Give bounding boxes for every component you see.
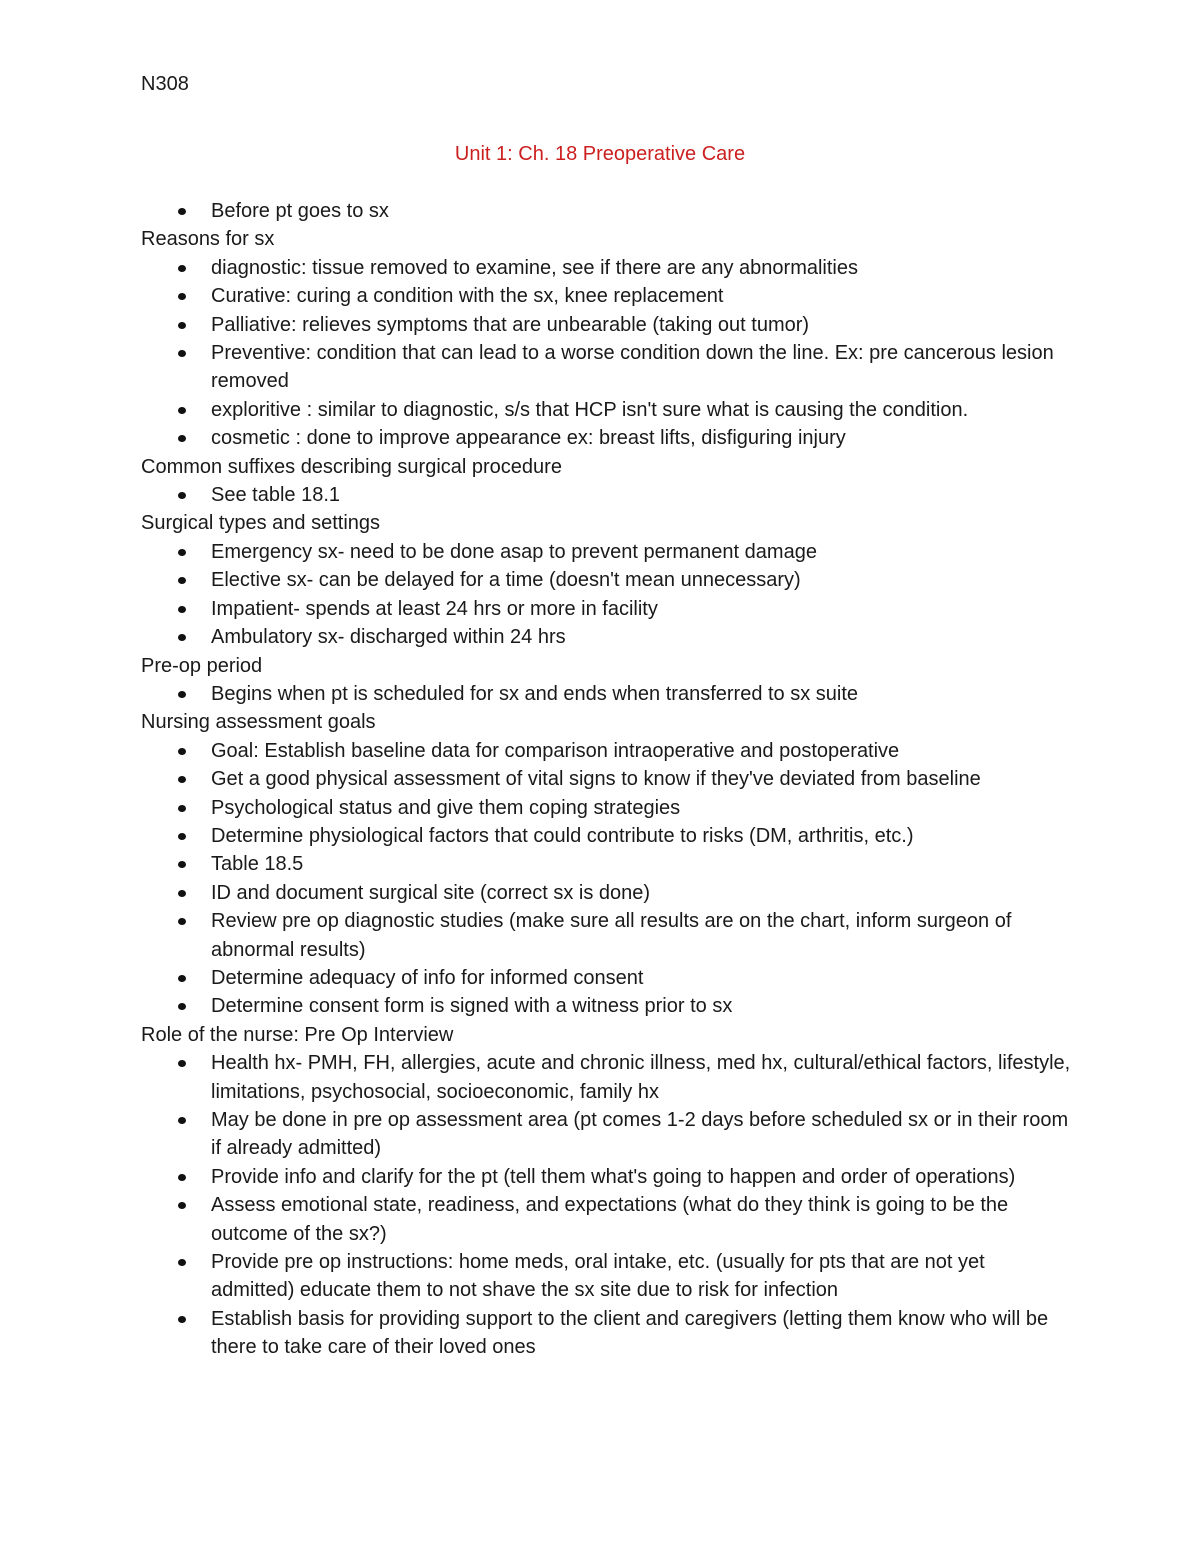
bullet-dot-icon	[178, 1316, 186, 1323]
list-item-text: Establish basis for providing support to the client and caregivers (letting them know who will be there to take care of their loved ones	[211, 1307, 1049, 1359]
list-item	[211, 1305, 1081, 1362]
list-item	[211, 822, 1081, 850]
bullet-dot-icon	[178, 890, 186, 897]
list-item	[211, 879, 1081, 907]
list-item-text: Emergency sx- need to be done asap to prevent permanent damage	[211, 540, 817, 563]
list-item	[211, 311, 1081, 339]
bullet-dot-icon	[178, 265, 186, 272]
list-item-text: Table 18.5	[211, 853, 304, 876]
list-item-text: May be done in pre op assessment area (pt comes 1-2 days before scheduled sx or in their room if already admitted)	[211, 1109, 1069, 1160]
bullet-dot-icon	[178, 350, 186, 357]
list-item-text: cosmetic : done to improve appearance ex: breast lifts, disfiguring injury	[211, 427, 846, 450]
list-item	[211, 680, 1081, 708]
list-item-text: Impatient- spends at least 24 hrs or more in facility	[211, 597, 658, 620]
bullet-dot-icon	[178, 776, 186, 783]
bullet-dot-icon	[178, 1117, 186, 1124]
bullet-dot-icon	[178, 577, 186, 584]
list-item-text: Preventive: condition that can lead to a worse condition down the line. Ex: pre cancerous lesion removed	[211, 342, 1054, 393]
list-item	[211, 424, 1081, 452]
list-item-text: Palliative: relieves symptoms that are unbearable (taking out tumor)	[211, 313, 810, 336]
list-item	[211, 1106, 1081, 1163]
document-body	[141, 197, 1081, 1362]
section-heading: Common suffixes describing surgical procedure	[141, 455, 562, 478]
bullet-dot-icon	[178, 293, 186, 300]
list-item-text: Elective sx- can be delayed for a time (doesn't mean unnecessary)	[211, 569, 801, 592]
list-item-text: Before pt goes to sx	[211, 200, 389, 222]
list-item-text: Review pre op diagnostic studies (make sure all results are on the chart, inform surgeon of abnormal results)	[211, 910, 1012, 961]
list-item-text: Provide pre op instructions: home meds, oral intake, etc. (usually for pts that are not yet admitted) educate them to not shave the sx site due to risk for infection	[211, 1251, 985, 1302]
bullet-dot-icon	[178, 918, 186, 925]
bullet-dot-icon	[178, 492, 186, 499]
bullet-list	[141, 680, 1081, 708]
bullet-dot-icon	[178, 1060, 186, 1067]
section-heading: Nursing assessment goals	[141, 711, 376, 734]
list-item	[211, 339, 1081, 396]
bullet-list	[141, 481, 1081, 509]
bullet-dot-icon	[178, 549, 186, 556]
list-item-text: ID and document surgical site (correct sx is done)	[211, 881, 651, 904]
list-item	[211, 1049, 1081, 1106]
bullet-dot-icon	[178, 833, 186, 840]
bullet-dot-icon	[178, 805, 186, 812]
list-item	[211, 737, 1081, 765]
bullet-list	[141, 737, 1081, 1021]
list-item-text: exploritive : similar to diagnostic, s/s that HCP isn't sure what is causing the condition.	[211, 398, 969, 421]
bullet-list	[141, 197, 1081, 225]
bullet-dot-icon	[178, 1174, 186, 1181]
section-heading: Reasons for sx	[141, 228, 275, 251]
bullet-dot-icon	[178, 748, 186, 755]
bullet-dot-icon	[178, 861, 186, 868]
section-heading: Pre-op period	[141, 654, 263, 677]
list-item-text: Health hx- PMH, FH, allergies, acute and chronic illness, med hx, cultural/ethical factors, lifestyle, limitations, psychosocial, socioeconomic, family hx	[211, 1052, 1071, 1103]
list-item	[211, 481, 1081, 509]
list-item	[211, 992, 1081, 1020]
list-item-text: Psychological status and give them coping strategies	[211, 796, 681, 819]
list-item-text: Assess emotional state, readiness, and expectations (what do they think is going to be the outcome of the sx?)	[211, 1194, 1009, 1245]
list-item-text: Determine adequacy of info for informed consent	[211, 966, 644, 989]
bullet-dot-icon	[178, 407, 186, 414]
list-item	[211, 197, 1081, 225]
list-item	[211, 1163, 1081, 1191]
list-item-text: diagnostic: tissue removed to examine, see if there are any abnormalities	[211, 256, 859, 279]
list-item	[211, 964, 1081, 992]
list-item	[211, 765, 1081, 793]
list-item-text: Provide info and clarify for the pt (tell them what's going to happen and order of operations)	[211, 1165, 1016, 1188]
bullet-dot-icon	[178, 606, 186, 613]
list-item-text: Curative: curing a condition with the sx, knee replacement	[211, 285, 724, 308]
list-item-text: Begins when pt is scheduled for sx and ends when transferred to sx suite	[211, 682, 859, 705]
list-item	[211, 538, 1081, 566]
list-item-text: Goal: Establish baseline data for comparison intraoperative and postoperative	[211, 739, 900, 762]
bullet-dot-icon	[178, 1259, 186, 1266]
list-item-text: Determine physiological factors that could contribute to risks (DM, arthritis, etc.)	[211, 824, 914, 847]
list-item	[211, 794, 1081, 822]
list-item	[211, 282, 1081, 310]
section-heading: Surgical types and settings	[141, 512, 381, 535]
bullet-dot-icon	[178, 975, 186, 982]
list-item-text: Ambulatory sx- discharged within 24 hrs	[211, 626, 566, 649]
list-item	[211, 254, 1081, 282]
list-item	[211, 1248, 1081, 1305]
bullet-dot-icon	[178, 435, 186, 442]
list-item	[211, 907, 1081, 964]
document-title: Unit 1: Ch. 18 Preoperative Care	[454, 143, 746, 165]
bullet-list	[141, 538, 1081, 652]
bullet-dot-icon	[178, 1202, 186, 1209]
bullet-dot-icon	[178, 208, 186, 215]
list-item-text: Determine consent form is signed with a witness prior to sx	[211, 995, 733, 1018]
list-item	[211, 850, 1081, 878]
bullet-list	[141, 254, 1081, 453]
list-item	[211, 566, 1081, 594]
list-item	[211, 595, 1081, 623]
bullet-dot-icon	[178, 691, 186, 698]
bullet-dot-icon	[178, 634, 186, 641]
bullet-dot-icon	[178, 322, 186, 329]
course-code-header: N308	[141, 73, 189, 95]
section-heading: Role of the nurse: Pre Op Interview	[141, 1023, 454, 1046]
list-item	[211, 1191, 1081, 1248]
bullet-list	[141, 1049, 1081, 1361]
list-item-text: Get a good physical assessment of vital signs to know if they've deviated from baseline	[211, 768, 981, 791]
bullet-dot-icon	[178, 1003, 186, 1010]
list-item	[211, 396, 1081, 424]
list-item-text: See table 18.1	[211, 484, 340, 507]
list-item	[211, 623, 1081, 651]
